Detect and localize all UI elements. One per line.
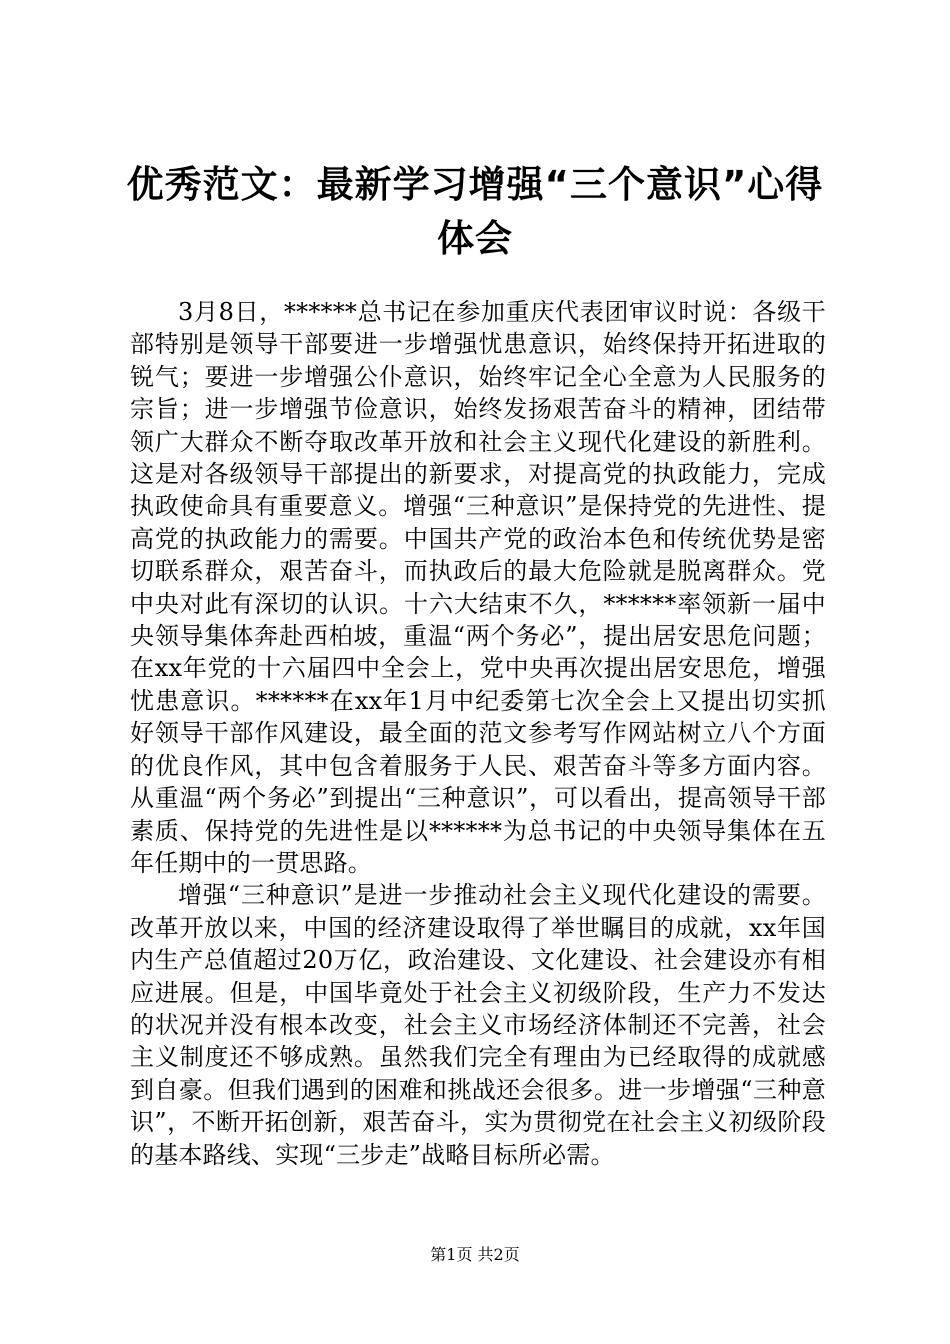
document-body bbox=[130, 296, 826, 1171]
paragraph-2: 增强“三种意识”是进一步推动社会主义现代化建设的需要。改革开放以来，中国的经济建设取得了举世瞩目的成就，xx年国内生产总值超过20万亿，政治建设、文化建设、社会建设亦有相应进展。但是，中国毕竟处于社会主义初级阶段，生产力不发达的状况并没有根本改变，社会主义市场经济体制还不完善，社会主义制度还不够成熟。虽然我们完全有理由为已经取得的成就感到自豪。但我们遇到的困难和挑战还会很多。进一步增强“三种意识”，不断开拓创新，艰苦奋斗，实为贯彻党在社会主义初级阶段的基本路线、实现“三步走”战略目标所必需。 bbox=[130, 881, 826, 1169]
paragraph-1: 3月8日，******总书记在参加重庆代表团审议时说：各级干部特别是领导干部要进一步增强忧患意识，始终保持开拓进取的锐气；要进一步增强公仆意识，始终牢记全心全意为人民服务的宗旨；进一步增强节俭意识，始终发扬艰苦奋斗的精神，团结带领广大群众不断夺取改革开放和社会主义现代化建设的新胜利。这是对各级领导干部提出的新要求，对提高党的执政能力，完成执政使命具有重要意义。增强“三种意识”是保持党的先进性、提高党的执政能力的需要。中国共产党的政治本色和传统优势是密切联系群众，艰苦奋斗，而执政后的最大危险就是脱离群众。党中央对此有深切的认识。十六大结束不久，******率领新一届中央领导集体奔赴西柏坡，重温“两个务必”，提出居安思危问题；在xx年党的十六届四中全会上，党中央再次提出居安思危，增强忧患意识。******在xx年1月中纪委第七次全会上又提出切实抓好领导干部作风建设，最全面的范文参考写作网站树立八个方面的优良作风，其中包含着服务于人民、艰苦奋斗等多方面内容。从重温“两个务必”到提出“三种意识”，可以看出，提高领导干部素质、保持党的先进性是以******为总书记的中央领导集体在五年任期中的一贯思路。 bbox=[130, 298, 826, 877]
page-number-footer: 第1页 共2页 bbox=[430, 1245, 520, 1264]
document-title: 优秀范文：最新学习增强“三个意识”心得体会 bbox=[126, 163, 824, 260]
